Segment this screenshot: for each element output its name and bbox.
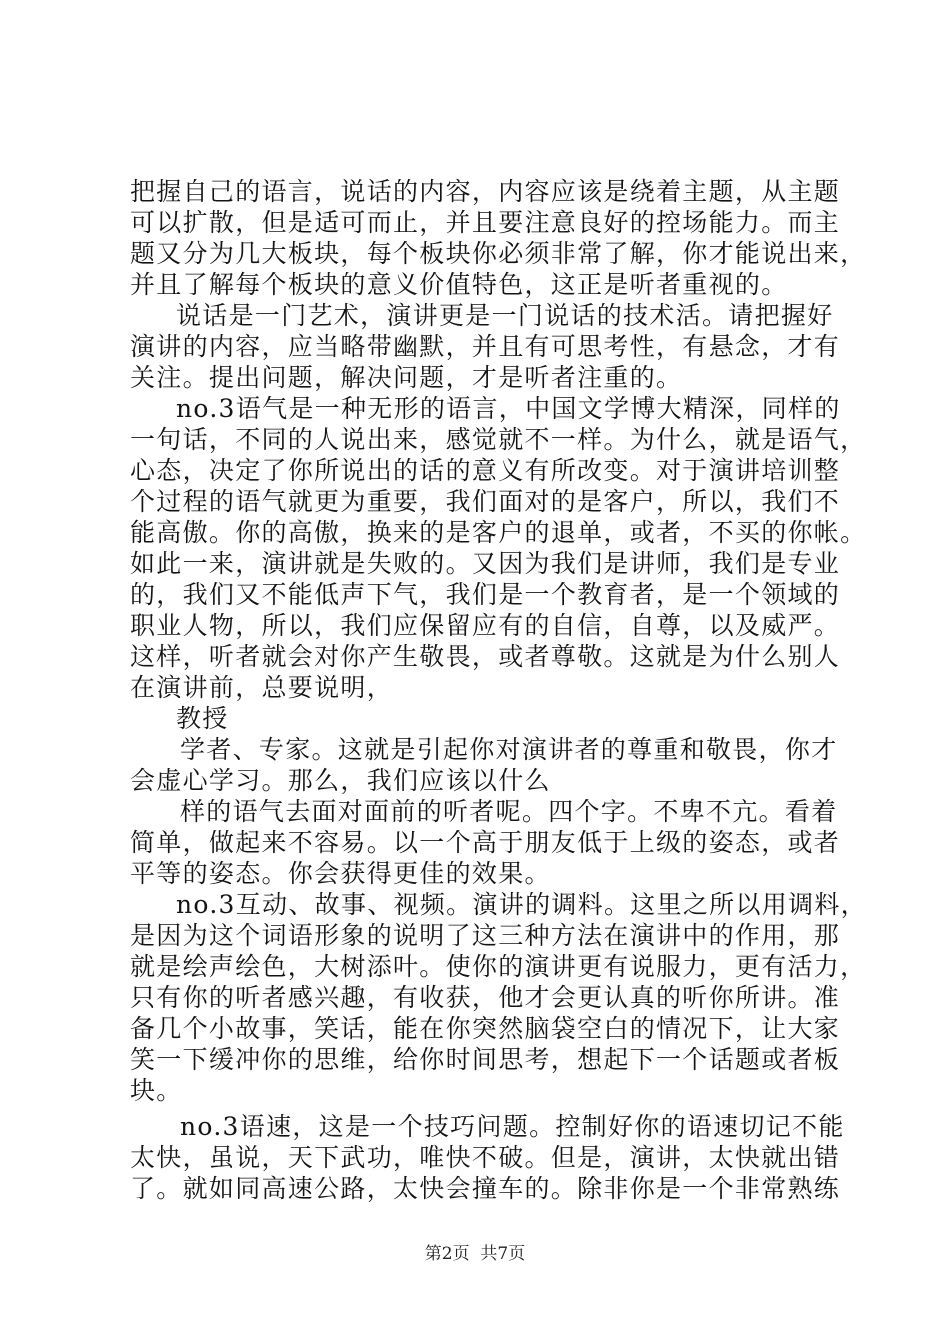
text-line: 笑一下缓冲你的思维，给你时间思考，想起下一个话题或者板 (130, 1045, 841, 1074)
text-line: 演讲的内容，应当略带幽默，并且有可思考性，有悬念，才有 (130, 332, 841, 361)
text-line: 只有你的听者感兴趣，有收获，他才会更认真的听你所讲。准 (130, 983, 841, 1012)
text-line: 备几个小故事，笑话，能在你突然脑袋空白的情况下，让大家 (130, 1014, 841, 1043)
text-line: no.3语气是一种无形的语言，中国文学博大精深，同样的 (176, 394, 841, 423)
text-line: 可以扩散，但是适可而止，并且要注意良好的控场能力。而主 (130, 208, 841, 237)
page-number-footer: 第2页 共7页 (424, 1244, 526, 1264)
text-line: 简单，做起来不容易。以一个高于朋友低于上级的姿态，或者 (130, 828, 841, 857)
text-line: 在演讲前，总要说明， (130, 673, 394, 702)
text-line: 如此一来，演讲就是失败的。又因为我们是讲师，我们是专业 (130, 549, 841, 578)
text-line: no.3互动、故事、视频。演讲的调料。这里之所以用调料， (176, 890, 867, 919)
text-line: 是因为这个词语形象的说明了这三种方法在演讲中的作用，那 (130, 921, 841, 950)
text-line: 心态，决定了你所说出的话的意义有所改变。对于演讲培训整 (130, 456, 841, 485)
text-line: 说话是一门艺术，演讲更是一门说话的技术活。请把握好 (176, 301, 834, 330)
text-line: 的，我们又不能低声下气，我们是一个教育者，是一个领域的 (130, 580, 841, 609)
text-line: 平等的姿态。你会获得更佳的效果。 (130, 859, 551, 888)
text-line: 能高傲。你的高傲，换来的是客户的退单，或者，不买的你帐。 (130, 518, 867, 547)
text-line: 个过程的语气就更为重要，我们面对的是客户，所以，我们不 (130, 487, 841, 516)
text-line: 了。就如同高速公路，太快会撞车的。除非你是一个非常熟练 (130, 1174, 841, 1203)
text-line: 块。 (130, 1076, 183, 1105)
text-line: 会虚心学习。那么，我们应该以什么 (130, 766, 551, 795)
text-line: 这样，听者就会对你产生敬畏，或者尊敬。这就是为什么别人 (130, 642, 841, 671)
text-line: no.3语速，这是一个技巧问题。控制好你的语速切记不能 (180, 1112, 845, 1141)
text-line: 题又分为几大板块，每个板块你必须非常了解，你才能说出来， (130, 239, 867, 268)
text-line: 学者、专家。这就是引起你对演讲者的尊重和敬畏，你才 (180, 735, 838, 764)
text-line: 职业人物，所以，我们应保留应有的自信，自尊，以及威严。 (130, 611, 841, 640)
text-line: 教授 (176, 704, 229, 733)
text-line: 太快，虽说，天下武功，唯快不破。但是，演讲，太快就出错 (130, 1143, 841, 1172)
text-line: 一句话，不同的人说出来，感觉就不一样。为什么，就是语气， (130, 425, 867, 454)
text-line: 把握自己的语言，说话的内容，内容应该是绕着主题，从主题 (130, 177, 841, 206)
text-line: 样的语气去面对面前的听者呢。四个字。不卑不亢。看着 (180, 797, 838, 826)
text-line: 并且了解每个板块的意义价值特色，这正是听者重视的。 (130, 270, 788, 299)
text-line: 就是绘声绘色，大树添叶。使你的演讲更有说服力，更有活力， (130, 952, 867, 981)
text-line: 关注。提出问题，解决问题，才是听者注重的。 (130, 363, 683, 392)
